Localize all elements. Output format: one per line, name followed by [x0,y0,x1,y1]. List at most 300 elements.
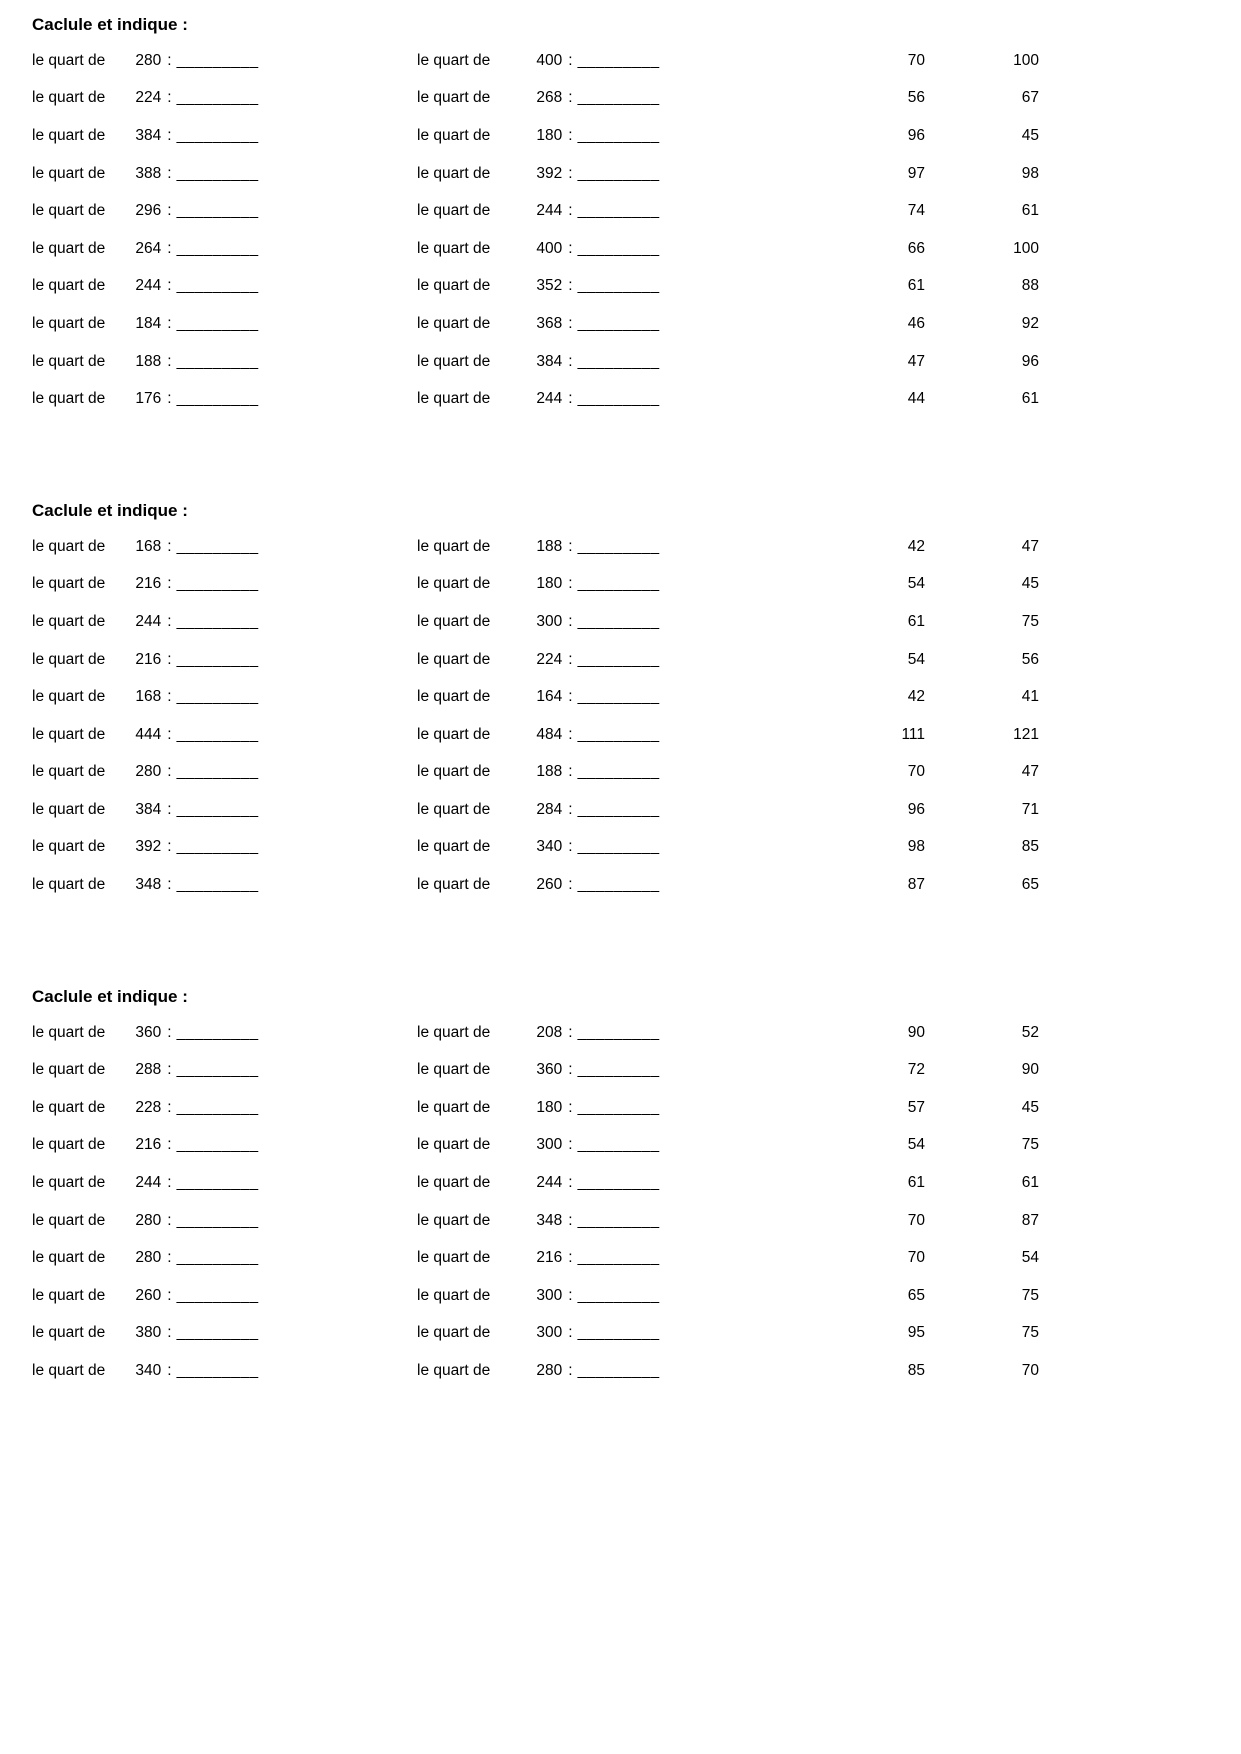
answer-right-value: 61 [1021,1174,1039,1192]
operand-left-value: 168 [135,537,162,555]
answer-blank-left: _________ [176,763,259,781]
operand-right-value: 484 [536,725,563,743]
prefix-label: le quart de [417,314,491,332]
answer-blank-left: _________ [176,352,259,370]
exercise-row [32,80,1241,118]
answer-blank-right: _________ [577,575,660,593]
exercise-left [32,315,417,333]
colon-separator: : [167,1023,172,1041]
prefix-label: le quart de [32,1061,106,1079]
prefix-label: le quart de [417,352,491,370]
answer-blank-left: _________ [176,239,259,257]
prefix-label: le quart de [417,612,491,630]
exercise-row [32,678,1241,716]
answer-left-value: 87 [907,876,925,894]
exercise-row [32,230,1241,268]
colon-separator: : [568,202,573,220]
answer-blank-right: _________ [577,688,660,706]
exercise-right [417,1174,847,1192]
exercise-left [32,538,417,556]
operand-left-value: 380 [135,1324,162,1342]
exercise-row [32,1051,1241,1089]
exercise-left [32,52,417,70]
colon-separator: : [167,763,172,781]
exercise-left [32,688,417,706]
colon-separator: : [167,1286,172,1304]
colon-separator: : [167,277,172,295]
prefix-label: le quart de [417,89,491,107]
answer-blank-left: _________ [176,800,259,818]
colon-separator: : [568,277,573,295]
prefix-label: le quart de [32,390,106,408]
colon-separator: : [568,314,573,332]
colon-separator: : [568,352,573,370]
exercise-right [417,202,847,220]
answer-right-value: 47 [1021,537,1039,555]
answer-right-value: 98 [1021,164,1039,182]
colon-separator: : [167,800,172,818]
answer-blank-right: _________ [577,876,660,894]
answer-left-value: 54 [907,650,925,668]
operand-left-value: 288 [135,1061,162,1079]
exercise-row [32,1315,1241,1353]
answer-blank-left: _________ [176,612,259,630]
colon-separator: : [167,537,172,555]
prefix-label: le quart de [417,575,491,593]
colon-separator: : [167,1136,172,1154]
colon-separator: : [167,51,172,69]
operand-left-value: 388 [135,164,162,182]
exercise-right [417,613,847,631]
prefix-label: le quart de [32,650,106,668]
exercise-right [417,1249,847,1267]
operand-right-value: 216 [536,1249,563,1267]
exercise-section [32,986,1241,1390]
prefix-label: le quart de [417,239,491,257]
colon-separator: : [568,164,573,182]
exercise-rows [32,528,1241,904]
answer-left-value: 61 [907,1174,925,1192]
exercise-row [32,305,1241,343]
exercise-left [32,240,417,258]
colon-separator: : [167,1211,172,1229]
operand-right-value: 400 [536,239,563,257]
operand-right-value: 284 [536,800,563,818]
prefix-label: le quart de [417,763,491,781]
exercise-left [32,1174,417,1192]
answer-blank-left: _________ [176,1098,259,1116]
exercise-row [32,192,1241,230]
operand-left-value: 188 [135,352,162,370]
colon-separator: : [568,537,573,555]
exercise-right [417,726,847,744]
colon-separator: : [167,876,172,894]
exercise-left [32,763,417,781]
exercise-rows [32,1014,1241,1390]
exercise-row [32,42,1241,80]
answer-blank-left: _________ [176,51,259,69]
exercise-row [32,1164,1241,1202]
answer-left-value: 70 [907,1249,925,1267]
answer-left-value: 57 [907,1098,925,1116]
answer-blank-left: _________ [176,126,259,144]
answer-blank-left: _________ [176,1362,259,1380]
answer-blank-right: _________ [577,1249,660,1267]
operand-left-value: 444 [135,725,162,743]
answer-left-value: 90 [907,1023,925,1041]
answer-left-value: 66 [907,239,925,257]
operand-right-value: 300 [536,1136,563,1154]
colon-separator: : [568,650,573,668]
answer-right-value: 100 [1013,239,1039,257]
colon-separator: : [568,1324,573,1342]
answer-blank-left: _________ [176,1174,259,1192]
prefix-label: le quart de [417,1023,491,1041]
exercise-left [32,390,417,408]
answer-right-value: 87 [1021,1211,1039,1229]
exercise-row [32,716,1241,754]
colon-separator: : [568,763,573,781]
answer-blank-right: _________ [577,1174,660,1192]
answer-blank-left: _________ [176,314,259,332]
answer-right-value: 45 [1021,126,1039,144]
answer-right-value: 75 [1021,1286,1039,1304]
colon-separator: : [568,1174,573,1192]
exercise-right [417,1136,847,1154]
answer-right-value: 88 [1021,277,1039,295]
operand-right-value: 400 [536,51,563,69]
answer-right-value: 67 [1021,89,1039,107]
prefix-label: le quart de [417,1324,491,1342]
answer-left-value: 97 [907,164,925,182]
operand-left-value: 216 [135,650,162,668]
answer-left-value: 65 [907,1286,925,1304]
exercise-right [417,315,847,333]
exercise-row [32,1352,1241,1390]
exercise-left [32,202,417,220]
colon-separator: : [568,390,573,408]
exercise-right [417,127,847,145]
answer-right-value: 75 [1021,1324,1039,1342]
exercise-left [32,876,417,894]
exercise-right [417,353,847,371]
exercise-right [417,763,847,781]
colon-separator: : [568,800,573,818]
prefix-label: le quart de [32,1362,106,1380]
answer-blank-right: _________ [577,1136,660,1154]
operand-right-value: 244 [536,1174,563,1192]
answer-left-value: 44 [907,390,925,408]
answer-blank-right: _________ [577,838,660,856]
answer-blank-left: _________ [176,1136,259,1154]
answer-right-value: 96 [1021,352,1039,370]
exercise-right [417,1061,847,1079]
prefix-label: le quart de [32,1098,106,1116]
answer-blank-left: _________ [176,650,259,668]
colon-separator: : [568,1061,573,1079]
answer-left-value: 85 [907,1362,925,1380]
operand-right-value: 392 [536,164,563,182]
operand-right-value: 208 [536,1023,563,1041]
prefix-label: le quart de [32,838,106,856]
operand-right-value: 300 [536,1324,563,1342]
colon-separator: : [167,89,172,107]
exercise-row [32,155,1241,193]
answer-right-value: 71 [1021,800,1039,818]
colon-separator: : [167,164,172,182]
operand-left-value: 384 [135,800,162,818]
colon-separator: : [568,876,573,894]
exercise-left [32,1099,417,1117]
operand-left-value: 348 [135,876,162,894]
prefix-label: le quart de [32,89,106,107]
answer-left-value: 42 [907,688,925,706]
operand-right-value: 180 [536,1098,563,1116]
exercise-row [32,1277,1241,1315]
answer-left-value: 70 [907,763,925,781]
prefix-label: le quart de [32,1174,106,1192]
answer-left-value: 61 [907,277,925,295]
prefix-label: le quart de [32,800,106,818]
exercise-right [417,390,847,408]
prefix-label: le quart de [32,612,106,630]
answer-right-value: 52 [1021,1023,1039,1041]
prefix-label: le quart de [32,876,106,894]
operand-right-value: 340 [536,838,563,856]
operand-left-value: 360 [135,1023,162,1041]
exercise-left [32,1362,417,1380]
colon-separator: : [568,126,573,144]
answer-blank-right: _________ [577,202,660,220]
exercise-left [32,801,417,819]
exercise-row [32,1239,1241,1277]
operand-right-value: 244 [536,202,563,220]
prefix-label: le quart de [417,277,491,295]
exercise-row [32,268,1241,306]
answer-blank-right: _________ [577,277,660,295]
colon-separator: : [167,1249,172,1267]
exercise-left [32,1287,417,1305]
answer-blank-left: _________ [176,537,259,555]
answer-left-value: 96 [907,126,925,144]
answer-left-value: 56 [907,89,925,107]
operand-left-value: 296 [135,202,162,220]
exercise-section [32,14,1241,418]
answer-blank-right: _________ [577,1211,660,1229]
answer-left-value: 72 [907,1061,925,1079]
operand-left-value: 280 [135,1211,162,1229]
colon-separator: : [167,239,172,257]
operand-left-value: 384 [135,126,162,144]
exercise-left [32,726,417,744]
answer-blank-right: _________ [577,725,660,743]
answer-blank-left: _________ [176,1211,259,1229]
operand-right-value: 180 [536,126,563,144]
exercise-right [417,801,847,819]
prefix-label: le quart de [417,838,491,856]
answer-blank-left: _________ [176,202,259,220]
exercise-right [417,52,847,70]
prefix-label: le quart de [417,1286,491,1304]
exercise-left [32,1024,417,1042]
answer-right-value: 61 [1021,390,1039,408]
answer-left-value: 61 [907,612,925,630]
prefix-label: le quart de [32,202,106,220]
exercise-right [417,277,847,295]
exercise-right [417,876,847,894]
exercise-right [417,538,847,556]
operand-right-value: 300 [536,612,563,630]
exercise-left [32,1061,417,1079]
prefix-label: le quart de [417,1249,491,1267]
colon-separator: : [167,725,172,743]
colon-separator: : [167,1061,172,1079]
operand-left-value: 216 [135,1136,162,1154]
prefix-label: le quart de [417,800,491,818]
prefix-label: le quart de [32,1136,106,1154]
exercise-right [417,651,847,669]
prefix-label: le quart de [417,390,491,408]
exercise-right [417,1212,847,1230]
exercise-right [417,1287,847,1305]
answer-left-value: 54 [907,1136,925,1154]
operand-left-value: 280 [135,1249,162,1267]
answer-blank-right: _________ [577,650,660,668]
exercise-right [417,1324,847,1342]
answer-blank-left: _________ [176,725,259,743]
colon-separator: : [167,126,172,144]
colon-separator: : [167,390,172,408]
exercise-rows [32,42,1241,418]
exercise-row [32,754,1241,792]
answer-left-value: 70 [907,51,925,69]
colon-separator: : [167,1174,172,1192]
colon-separator: : [568,1362,573,1380]
prefix-label: le quart de [32,537,106,555]
prefix-label: le quart de [32,51,106,69]
answer-right-value: 121 [1013,725,1039,743]
operand-left-value: 244 [135,277,162,295]
prefix-label: le quart de [417,126,491,144]
operand-right-value: 224 [536,650,563,668]
answer-blank-left: _________ [176,1324,259,1342]
colon-separator: : [568,612,573,630]
colon-separator: : [167,688,172,706]
answer-blank-left: _________ [176,688,259,706]
prefix-label: le quart de [32,1324,106,1342]
exercise-left [32,1136,417,1154]
answer-left-value: 70 [907,1211,925,1229]
operand-left-value: 340 [135,1362,162,1380]
exercise-right [417,240,847,258]
answer-blank-right: _________ [577,1098,660,1116]
prefix-label: le quart de [32,164,106,182]
answer-right-value: 45 [1021,1098,1039,1116]
section-heading: Caclule et indique : [32,986,188,1006]
prefix-label: le quart de [32,575,106,593]
exercise-row [32,380,1241,418]
answer-blank-left: _________ [176,277,259,295]
prefix-label: le quart de [32,126,106,144]
colon-separator: : [167,1324,172,1342]
answer-blank-right: _________ [577,352,660,370]
operand-left-value: 168 [135,688,162,706]
exercise-right [417,1024,847,1042]
colon-separator: : [568,688,573,706]
prefix-label: le quart de [417,1061,491,1079]
answer-right-value: 100 [1013,51,1039,69]
prefix-label: le quart de [417,202,491,220]
answer-blank-right: _________ [577,612,660,630]
prefix-label: le quart de [417,725,491,743]
answer-right-value: 85 [1021,838,1039,856]
prefix-label: le quart de [417,688,491,706]
answer-blank-left: _________ [176,1023,259,1041]
colon-separator: : [167,650,172,668]
section-heading: Caclule et indique : [32,500,188,520]
exercise-left [32,89,417,107]
exercise-row [32,641,1241,679]
answer-blank-right: _________ [577,537,660,555]
answer-right-value: 65 [1021,876,1039,894]
answer-right-value: 90 [1021,1061,1039,1079]
operand-left-value: 280 [135,763,162,781]
operand-left-value: 228 [135,1098,162,1116]
prefix-label: le quart de [32,314,106,332]
operand-right-value: 348 [536,1211,563,1229]
colon-separator: : [167,1098,172,1116]
exercise-left [32,1212,417,1230]
colon-separator: : [568,89,573,107]
section-heading: Caclule et indique : [32,15,188,34]
exercise-right [417,1362,847,1380]
prefix-label: le quart de [417,876,491,894]
answer-left-value: 98 [907,838,925,856]
colon-separator: : [568,1023,573,1041]
answer-left-value: 111 [901,725,925,743]
operand-right-value: 188 [536,537,563,555]
answer-left-value: 54 [907,575,925,593]
exercise-right [417,688,847,706]
answer-blank-right: _________ [577,1324,660,1342]
operand-right-value: 300 [536,1286,563,1304]
exercise-right [417,838,847,856]
prefix-label: le quart de [32,1023,106,1041]
operand-left-value: 244 [135,1174,162,1192]
answer-blank-right: _________ [577,1023,660,1041]
answer-blank-left: _________ [176,1286,259,1304]
operand-right-value: 352 [536,277,563,295]
exercise-left [32,127,417,145]
colon-separator: : [568,575,573,593]
prefix-label: le quart de [32,725,106,743]
exercise-left [32,353,417,371]
answer-right-value: 75 [1021,612,1039,630]
operand-right-value: 384 [536,352,563,370]
answer-blank-right: _________ [577,314,660,332]
operand-left-value: 392 [135,838,162,856]
colon-separator: : [568,725,573,743]
answer-right-value: 92 [1021,314,1039,332]
exercise-left [32,575,417,593]
colon-separator: : [568,239,573,257]
answer-blank-left: _________ [176,390,259,408]
colon-separator: : [167,575,172,593]
prefix-label: le quart de [32,352,106,370]
answer-right-value: 47 [1021,763,1039,781]
answer-blank-right: _________ [577,1061,660,1079]
operand-right-value: 180 [536,575,563,593]
